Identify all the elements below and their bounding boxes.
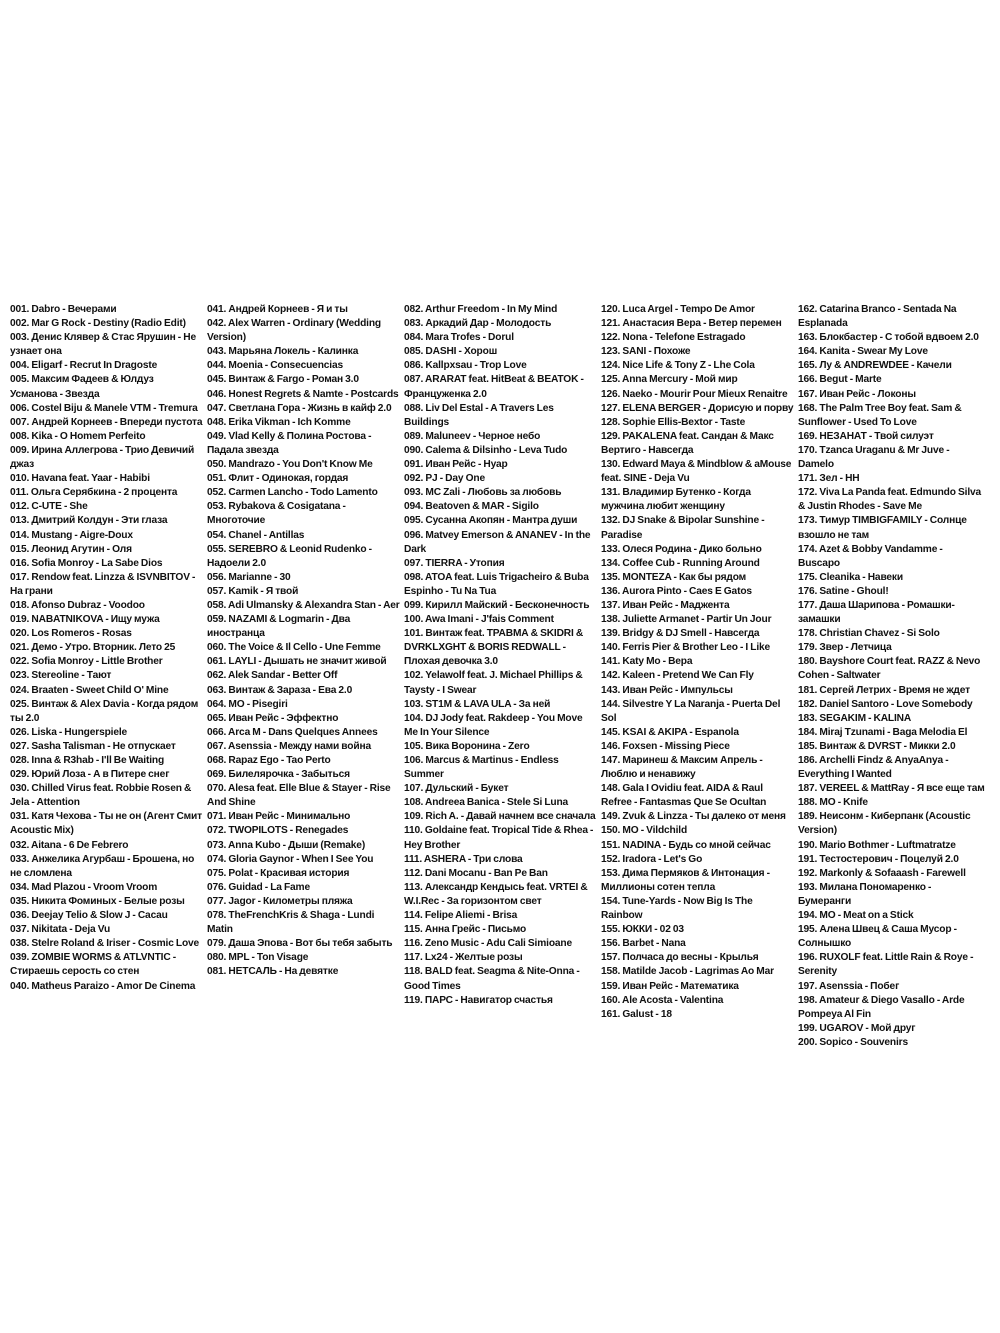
track-item: 076. Guidad - La Fame bbox=[207, 881, 310, 893]
track-item: 090. Calema & Dilsinho - Leva Tudo bbox=[404, 444, 568, 456]
track-item: 192. Markonly & Sofaaash - Farewell bbox=[798, 867, 966, 879]
track-item: 045. Винтаж & Fargo - Роман 3.0 bbox=[207, 374, 359, 386]
track-item: 110. Goldaine feat. Tropical Tide & Rhea - Hey Brother bbox=[404, 825, 594, 851]
track-item: 026. Liska - Hungerspiele bbox=[10, 726, 128, 738]
track-item: 027. Sasha Talisman - Не отпускает bbox=[10, 740, 176, 752]
track-item: 155. ЮККИ - 02 03 bbox=[601, 924, 684, 936]
track-item: 089. Maluneev - Черное небо bbox=[404, 430, 541, 442]
track-item: 023. Stereoline - Тают bbox=[10, 670, 112, 682]
track-item: 104. DJ Jody feat. Rakdeep - You Move Me In Your Silence bbox=[404, 712, 583, 738]
track-item: 127. ELENA BERGER - Дорисую и порву bbox=[601, 402, 794, 414]
track-item: 003. Денис Клявер & Стас Ярушин - Не узнает она bbox=[10, 332, 196, 358]
track-item: 178. Christian Chavez - Si Solo bbox=[798, 628, 940, 640]
track-item: 141. Katy Mo - Вера bbox=[601, 656, 693, 668]
track-item: 184. Miraj Tzunami - Baga Melodia El bbox=[798, 726, 968, 738]
track-item: 140. Ferris Pier & Brother Leo - I Like bbox=[601, 642, 771, 654]
track-item: 122. Nona - Telefone Estragado bbox=[601, 332, 746, 344]
track-item: 196. RUXOLF feat. Little Rain & Roye - Serenity bbox=[798, 952, 974, 978]
track-item: 031. Катя Чехова - Ты не он (Агент Смит Acoustic Mix) bbox=[10, 811, 203, 837]
track-item: 161. Galust - 18 bbox=[601, 1008, 672, 1020]
track-item: 052. Carmen Lancho - Todo Lamento bbox=[207, 487, 378, 499]
track-item: 001. Dabro - Вечерами bbox=[10, 304, 117, 315]
track-item: 040. Matheus Paraizo - Amor De Cinema bbox=[10, 980, 196, 992]
track-item: 130. Edward Maya & Mindblow & aMouse feat. SINE - Deja Vu bbox=[601, 459, 792, 485]
track-item: 059. NAZAMI & Logmarin - Два иностранца bbox=[207, 614, 351, 640]
track-item: 152. Iradora - Let's Go bbox=[601, 853, 703, 865]
track-item: 016. Sofia Monroy - La Sabe Dios bbox=[10, 557, 163, 569]
track-item: 069. Билелярочка - Забыться bbox=[207, 769, 350, 781]
track-item: 118. BALD feat. Seagma & Nite-Onna - Good Times bbox=[404, 966, 580, 992]
track-item: 049. Vlad Kelly & Полина Ростова - Падала звезда bbox=[207, 430, 372, 456]
track-item: 032. Aitana - 6 De Febrero bbox=[10, 839, 129, 851]
track-item: 170. Tzanca Uraganu & Mr Juve - Damelo bbox=[798, 444, 950, 471]
track-item: 014. Mustang - Aigre-Doux bbox=[10, 529, 133, 541]
track-item: 102. Yelawolf feat. J. Michael Phillips & Taysty - I Swear bbox=[404, 670, 583, 696]
track-item: 056. Marianne - 30 bbox=[207, 571, 291, 583]
track-item: 044. Moenia - Consecuencias bbox=[207, 360, 343, 372]
track-item: 187. VEREEL & MattRay - Я все еще там bbox=[798, 783, 985, 795]
track-item: 081. НЕТСАЛЬ - На девятке bbox=[207, 966, 339, 978]
track-item: 103. ST1M & LAVA ULA - За ней bbox=[404, 698, 551, 710]
track-item: 138. Juliette Armanet - Partir Un Jour bbox=[601, 614, 772, 626]
track-item: 046. Honest Regrets & Namte - Postcards bbox=[207, 388, 399, 400]
track-item: 121. Анастасия Вера - Ветер перемен bbox=[601, 318, 782, 330]
track-item: 084. Mara Trofes - Dorul bbox=[404, 332, 514, 344]
track-item: 051. Флит - Одинокая, гордая bbox=[207, 473, 349, 485]
track-item: 064. MO - Pisegiri bbox=[207, 698, 288, 710]
track-item: 106. Marcus & Martinus - Endless Summer bbox=[404, 755, 559, 781]
tracklist-column-4 bbox=[601, 303, 798, 1050]
track-item: 093. MC Zali - Любовь за любовь bbox=[404, 487, 562, 499]
track-item: 080. MPL - Ton Visage bbox=[207, 952, 309, 964]
track-item: 043. Марьяна Локель - Калинка bbox=[207, 346, 359, 358]
track-item: 101. Винтаж feat. ТРАВМА & SKIDRI & DVRKLXGHT & BORIS REDWALL - Плохая девочка 3.0 bbox=[404, 628, 584, 668]
track-item: 025. Винтаж & Alex Davia - Когда рядом ты 2.0 bbox=[10, 698, 199, 724]
track-item: 153. Дима Пермяков & Интонация - Миллионы сотен тепла bbox=[601, 867, 770, 893]
track-item: 149. Zvuk & Linzza - Ты далеко от меня bbox=[601, 811, 786, 823]
track-item: 144. Silvestre Y La Naranja - Puerta Del Sol bbox=[601, 698, 781, 724]
track-item: 055. SEREBRO & Leonid Rudenko - Надоели 2.0 bbox=[207, 543, 372, 569]
track-item: 183. SEGAKIM - KALINA bbox=[798, 712, 912, 724]
track-item: 099. Кирилл Майский - Бесконечность bbox=[404, 599, 590, 611]
track-item: 117. Lx24 - Желтые розы bbox=[404, 952, 523, 964]
track-item: 136. Aurora Pinto - Caes E Gatos bbox=[601, 585, 752, 597]
track-item: 156. Barbet - Nana bbox=[601, 938, 686, 950]
track-item: 166. Begut - Marte bbox=[798, 374, 882, 386]
track-item: 010. Havana feat. Yaar - Habibi bbox=[10, 473, 150, 485]
track-item: 174. Azet & Bobby Vandamme - Buscapo bbox=[798, 543, 943, 569]
track-item: 193. Милана Пономаренко - Бумеранги bbox=[798, 881, 932, 907]
track-item: 162. Catarina Branco - Sentada Na Esplanada bbox=[798, 304, 957, 330]
track-item: 062. Alek Sandar - Better Off bbox=[207, 670, 338, 682]
track-item: 070. Alesa feat. Elle Blue & Stayer - Rise And Shine bbox=[207, 783, 391, 809]
track-item: 097. TIERRA - Утопия bbox=[404, 557, 505, 569]
track-item: 188. MO - Knife bbox=[798, 797, 868, 809]
track-item: 177. Даша Шарипова - Ромашки-замашки bbox=[798, 599, 955, 626]
track-item: 058. Adi Ulmansky & Alexandra Stan - Aer bbox=[207, 599, 400, 611]
track-item: 024. Braaten - Sweet Child O' Mine bbox=[10, 684, 169, 696]
track-item: 008. Kika - O Homem Perfeito bbox=[10, 430, 146, 442]
track-item: 074. Gloria Gaynor - When I See You bbox=[207, 853, 374, 865]
track-item: 116. Zeno Music - Adu Cali Simioane bbox=[404, 938, 572, 950]
track-item: 173. Тимур TIMBIGFAMILY - Солнце взошло не там bbox=[798, 515, 967, 541]
track-item: 077. Jagor - Километры пляжа bbox=[207, 895, 353, 907]
track-item: 147. Маринеш & Максим Апрель - Люблю и ненавижу bbox=[601, 755, 763, 781]
track-item: 071. Иван Рейс - Минимально bbox=[207, 811, 351, 823]
track-item: 095. Сусанна Акопян - Мантра души bbox=[404, 515, 578, 527]
track-item: 054. Chanel - Antillas bbox=[207, 529, 305, 541]
track-item: 160. Ale Acosta - Valentina bbox=[601, 994, 724, 1006]
track-item: 180. Bayshore Court feat. RAZZ & Nevo Cohen - Saltwater bbox=[798, 656, 981, 682]
track-item: 020. Los Romeros - Rosas bbox=[10, 628, 132, 640]
track-item: 021. Демо - Утро. Вторник. Лето 25 bbox=[10, 642, 176, 654]
track-item: 061. LAYLI - Дышать не значит живой bbox=[207, 656, 387, 668]
track-item: 050. Mandrazo - You Don't Know Me bbox=[207, 459, 373, 471]
track-item: 002. Mar G Rock - Destiny (Radio Edit) bbox=[10, 318, 186, 330]
track-item: 167. Иван Рейс - Локоны bbox=[798, 388, 916, 400]
track-item: 015. Леонид Агутин - Оля bbox=[10, 543, 132, 555]
track-item: 022. Sofia Monroy - Little Brother bbox=[10, 656, 163, 668]
track-item: 079. Даша Эпова - Вот бы тебя забыть bbox=[207, 938, 393, 950]
track-item: 168. The Palm Tree Boy feat. Sam & Sunflower - Used To Love bbox=[798, 402, 962, 428]
tracklist-column-3 bbox=[404, 303, 601, 1050]
track-item: 030. Chilled Virus feat. Robbie Rosen & Jela - Attention bbox=[10, 783, 192, 809]
track-item: 065. Иван Рейс - Эффектно bbox=[207, 712, 339, 724]
track-item: 194. MO - Meat on a Stick bbox=[798, 910, 914, 922]
track-item: 158. Matilde Jacob - Lagrimas Ao Mar bbox=[601, 966, 774, 978]
tracklist-column-5 bbox=[798, 303, 990, 1050]
track-item: 133. Олеся Родина - Дико больно bbox=[601, 543, 762, 555]
track-item: 164. Kanita - Swear My Love bbox=[798, 346, 928, 358]
track-item: 087. ARARAT feat. HitBeat & BEATOK - Француженка 2.0 bbox=[404, 374, 584, 400]
track-item: 048. Erika Vikman - Ich Komme bbox=[207, 416, 351, 428]
track-item: 125. Anna Mercury - Мой мир bbox=[601, 374, 738, 386]
track-item: 018. Afonso Dubraz - Voodoo bbox=[10, 599, 145, 611]
track-item: 123. SANI - Похоже bbox=[601, 346, 691, 358]
track-item: 185. Винтаж & DVRST - Микки 2.0 bbox=[798, 740, 956, 752]
track-item: 154. Tune-Yards - Now Big Is The Rainbow bbox=[601, 895, 753, 922]
track-item: 092. PJ - Day One bbox=[404, 473, 485, 485]
track-item: 085. DASHI - Хорош bbox=[404, 346, 498, 358]
track-item: 041. Андрей Корнеев - Я и ты bbox=[207, 304, 348, 315]
track-item: 004. Eligarf - Recrut In Dragoste bbox=[10, 360, 158, 372]
track-item: 189. Неисонм - Киберпанк (Acoustic Version) bbox=[798, 811, 971, 837]
track-item: 142. Kaleen - Pretend We Can Fly bbox=[601, 670, 754, 682]
track-item: 082. Arthur Freedom - In My Mind bbox=[404, 304, 558, 315]
track-item: 199. UGAROV - Мой друг bbox=[798, 1022, 916, 1034]
track-item: 198. Amateur & Diego Vasallo - Arde Pompeya Al Fin bbox=[798, 994, 965, 1020]
tracklist-column-1 bbox=[10, 303, 207, 1050]
track-item: 067. Asenssia - Между нами война bbox=[207, 740, 371, 752]
track-item: 124. Nice Life & Tony Z - Lhe Cola bbox=[601, 360, 755, 372]
track-item: 038. Stelre Roland & Iriser - Cosmic Love bbox=[10, 938, 200, 950]
track-item: 009. Ирина Аллегрова - Трио Девичий джаз bbox=[10, 444, 195, 471]
track-item: 131. Владимир Бутенко - Когда мужчина любит женщину bbox=[601, 487, 751, 513]
tracklist-column-2 bbox=[207, 303, 404, 1050]
track-item: 033. Анжелика Агурбаш - Брошена, но не сломлена bbox=[10, 853, 195, 879]
track-item: 137. Иван Рейс - Маджента bbox=[601, 599, 730, 611]
track-item: 083. Аркадий Дар - Молодость bbox=[404, 318, 552, 330]
tracklist-sheet bbox=[10, 303, 1000, 1048]
track-item: 191. Тестостерович - Поцелуй 2.0 bbox=[798, 853, 959, 865]
track-item: 157. Полчаса до весны - Крылья bbox=[601, 952, 759, 964]
track-item: 013. Дмитрий Колдун - Эти глаза bbox=[10, 515, 168, 527]
track-item: 029. Юрий Лоза - А в Питере снег bbox=[10, 769, 170, 781]
track-item: 034. Mad Plazou - Vroom Vroom bbox=[10, 881, 158, 893]
track-item: 176. Satine - Ghoul! bbox=[798, 585, 889, 597]
track-item: 028. Inna & R3hab - I'll Be Waiting bbox=[10, 755, 165, 766]
track-item: 139. Bridgy & DJ Smell - Навсегда bbox=[601, 628, 760, 640]
track-item: 134. Coffee Cub - Running Around bbox=[601, 557, 760, 569]
track-item: 132. DJ Snake & Bipolar Sunshine - Paradise bbox=[601, 515, 765, 541]
track-item: 126. Naeko - Mourir Pour Mieux Renaitre bbox=[601, 388, 788, 400]
track-item: 182. Daniel Santoro - Love Somebody bbox=[798, 698, 973, 710]
track-item: 197. Asenssia - Побег bbox=[798, 980, 900, 992]
track-item: 107. Дульский - Букет bbox=[404, 783, 509, 795]
track-item: 112. Dani Mocanu - Ban Pe Ban bbox=[404, 867, 548, 879]
track-item: 091. Иван Рейс - Нуар bbox=[404, 459, 508, 471]
track-item: 148. Gala I Ovidiu feat. AIDA & Raul Refree - Fantasmas Que Se Ocultan bbox=[601, 783, 767, 809]
track-item: 186. Archelli Findz & AnyaAnya - Everything I Wanted bbox=[798, 755, 949, 781]
track-item: 096. Matvey Emerson & ANANEV - In the Dark bbox=[404, 529, 591, 555]
track-item: 060. The Voice & Il Cello - Une Femme bbox=[207, 642, 381, 654]
track-item: 042. Alex Warren - Ordinary (Wedding Version) bbox=[207, 318, 382, 344]
track-item: 115. Анна Грейс - Письмо bbox=[404, 924, 527, 936]
track-item: 088. Liv Del Estal - A Travers Les Buildings bbox=[404, 402, 554, 428]
track-item: 063. Винтаж & Зараза - Ева 2.0 bbox=[207, 684, 353, 696]
track-item: 113. Александр Кендысь feat. VRTEI & W.I.Rec - За горизонтом свет bbox=[404, 881, 588, 907]
track-item: 100. Awa Imani - J'fais Comment bbox=[404, 614, 554, 626]
track-item: 017. Rendow feat. Linzza & ISVNBITOV - На грани bbox=[10, 571, 196, 597]
track-item: 200. Sopico - Souvenirs bbox=[798, 1036, 908, 1048]
track-item: 006. Costel Biju & Manele VTM - Tremura bbox=[10, 402, 198, 414]
track-item: 151. NADINA - Будь со мной сейчас bbox=[601, 839, 771, 851]
track-item: 179. Звер - Летчица bbox=[798, 642, 892, 654]
track-item: 094. Beatoven & MAR - Sigilo bbox=[404, 501, 539, 513]
track-item: 145. KSAI & AKIPA - Espanola bbox=[601, 726, 739, 738]
track-item: 175. Cleanika - Навеки bbox=[798, 571, 903, 583]
track-item: 119. ПАРС - Навигатор счастья bbox=[404, 994, 553, 1006]
track-item: 181. Сергей Летрих - Время не ждет bbox=[798, 684, 970, 696]
track-item: 086. Kallpxsau - Trop Love bbox=[404, 360, 527, 372]
track-item: 128. Sophie Ellis-Bextor - Taste bbox=[601, 416, 746, 428]
track-item: 135. MONTEZA - Как бы рядом bbox=[601, 571, 747, 583]
track-item: 068. Rapaz Ego - Tao Perto bbox=[207, 755, 331, 766]
track-item: 146. Foxsen - Missing Piece bbox=[601, 740, 730, 752]
track-item: 195. Алена Швец & Саша Мусор - Солнышко bbox=[798, 924, 957, 950]
track-item: 066. Arca M - Dans Quelques Annees bbox=[207, 726, 378, 738]
track-item: 165. Лу & ANDREWDEE - Качели bbox=[798, 360, 952, 372]
track-item: 105. Вика Воронина - Zero bbox=[404, 740, 530, 752]
track-item: 047. Светлана Гора - Жизнь в кайф 2.0 bbox=[207, 402, 392, 414]
track-item: 036. Deejay Telio & Slow J - Cacau bbox=[10, 910, 168, 922]
track-item: 098. ATOA feat. Luis Trigacheiro & Buba Espinho - Tu Na Tua bbox=[404, 571, 589, 597]
track-item: 169. НЕЗАНАТ - Твой силуэт bbox=[798, 430, 934, 442]
track-item: 073. Anna Kubo - Дыши (Remake) bbox=[207, 839, 366, 851]
track-item: 159. Иван Рейс - Математика bbox=[601, 980, 739, 992]
track-item: 150. MO - Vildchild bbox=[601, 825, 688, 837]
track-item: 019. NABATNIKOVA - Ищу мужа bbox=[10, 614, 160, 626]
track-item: 190. Mario Bothmer - Luftmatratze bbox=[798, 839, 956, 851]
track-item: 114. Felipe Aliemi - Brisa bbox=[404, 910, 518, 922]
track-item: 037. Nikitata - Deja Vu bbox=[10, 924, 111, 936]
track-item: 007. Андрей Корнеев - Впереди пустота bbox=[10, 416, 203, 428]
track-item: 111. ASHERA - Три слова bbox=[404, 853, 523, 865]
track-item: 143. Иван Рейс - Импульсы bbox=[601, 684, 733, 696]
track-item: 075. Polat - Красивая история bbox=[207, 867, 350, 879]
track-item: 039. ZOMBIE WORMS & ATLVNTIC - Стираешь серость со стен bbox=[10, 952, 176, 978]
track-item: 072. TWOPILOTS - Renegades bbox=[207, 825, 349, 837]
track-item: 005. Максим Фадеев & Юлдуз Усманова - Звезда bbox=[10, 374, 154, 400]
track-item: 129. PAKALENA feat. Сандан & Макс Вертиго - Навсегда bbox=[601, 430, 774, 456]
track-item: 172. Viva La Panda feat. Edmundo Silva & Justin Rhodes - Save Me bbox=[798, 487, 982, 513]
track-item: 011. Ольга Серябкина - 2 процента bbox=[10, 487, 178, 499]
track-item: 109. Rich A. - Давай начнем все сначала bbox=[404, 811, 596, 823]
track-item: 078. TheFrenchKris & Shaga - Lundi Matin bbox=[207, 910, 375, 936]
track-item: 035. Никита Фоминых - Белые розы bbox=[10, 895, 185, 907]
track-item: 053. Rybakova & Cosigatana - Многоточие bbox=[207, 501, 346, 527]
track-item: 012. C-UTE - She bbox=[10, 501, 88, 513]
track-item: 057. Kamik - Я твой bbox=[207, 585, 299, 597]
track-item: 120. Luca Argel - Tempo De Amor bbox=[601, 304, 755, 315]
track-item: 108. Andreea Banica - Stele Si Luna bbox=[404, 797, 569, 809]
track-item: 171. Зел - НН bbox=[798, 473, 860, 485]
track-item: 163. Блокбастер - С тобой вдвоем 2.0 bbox=[798, 332, 979, 344]
